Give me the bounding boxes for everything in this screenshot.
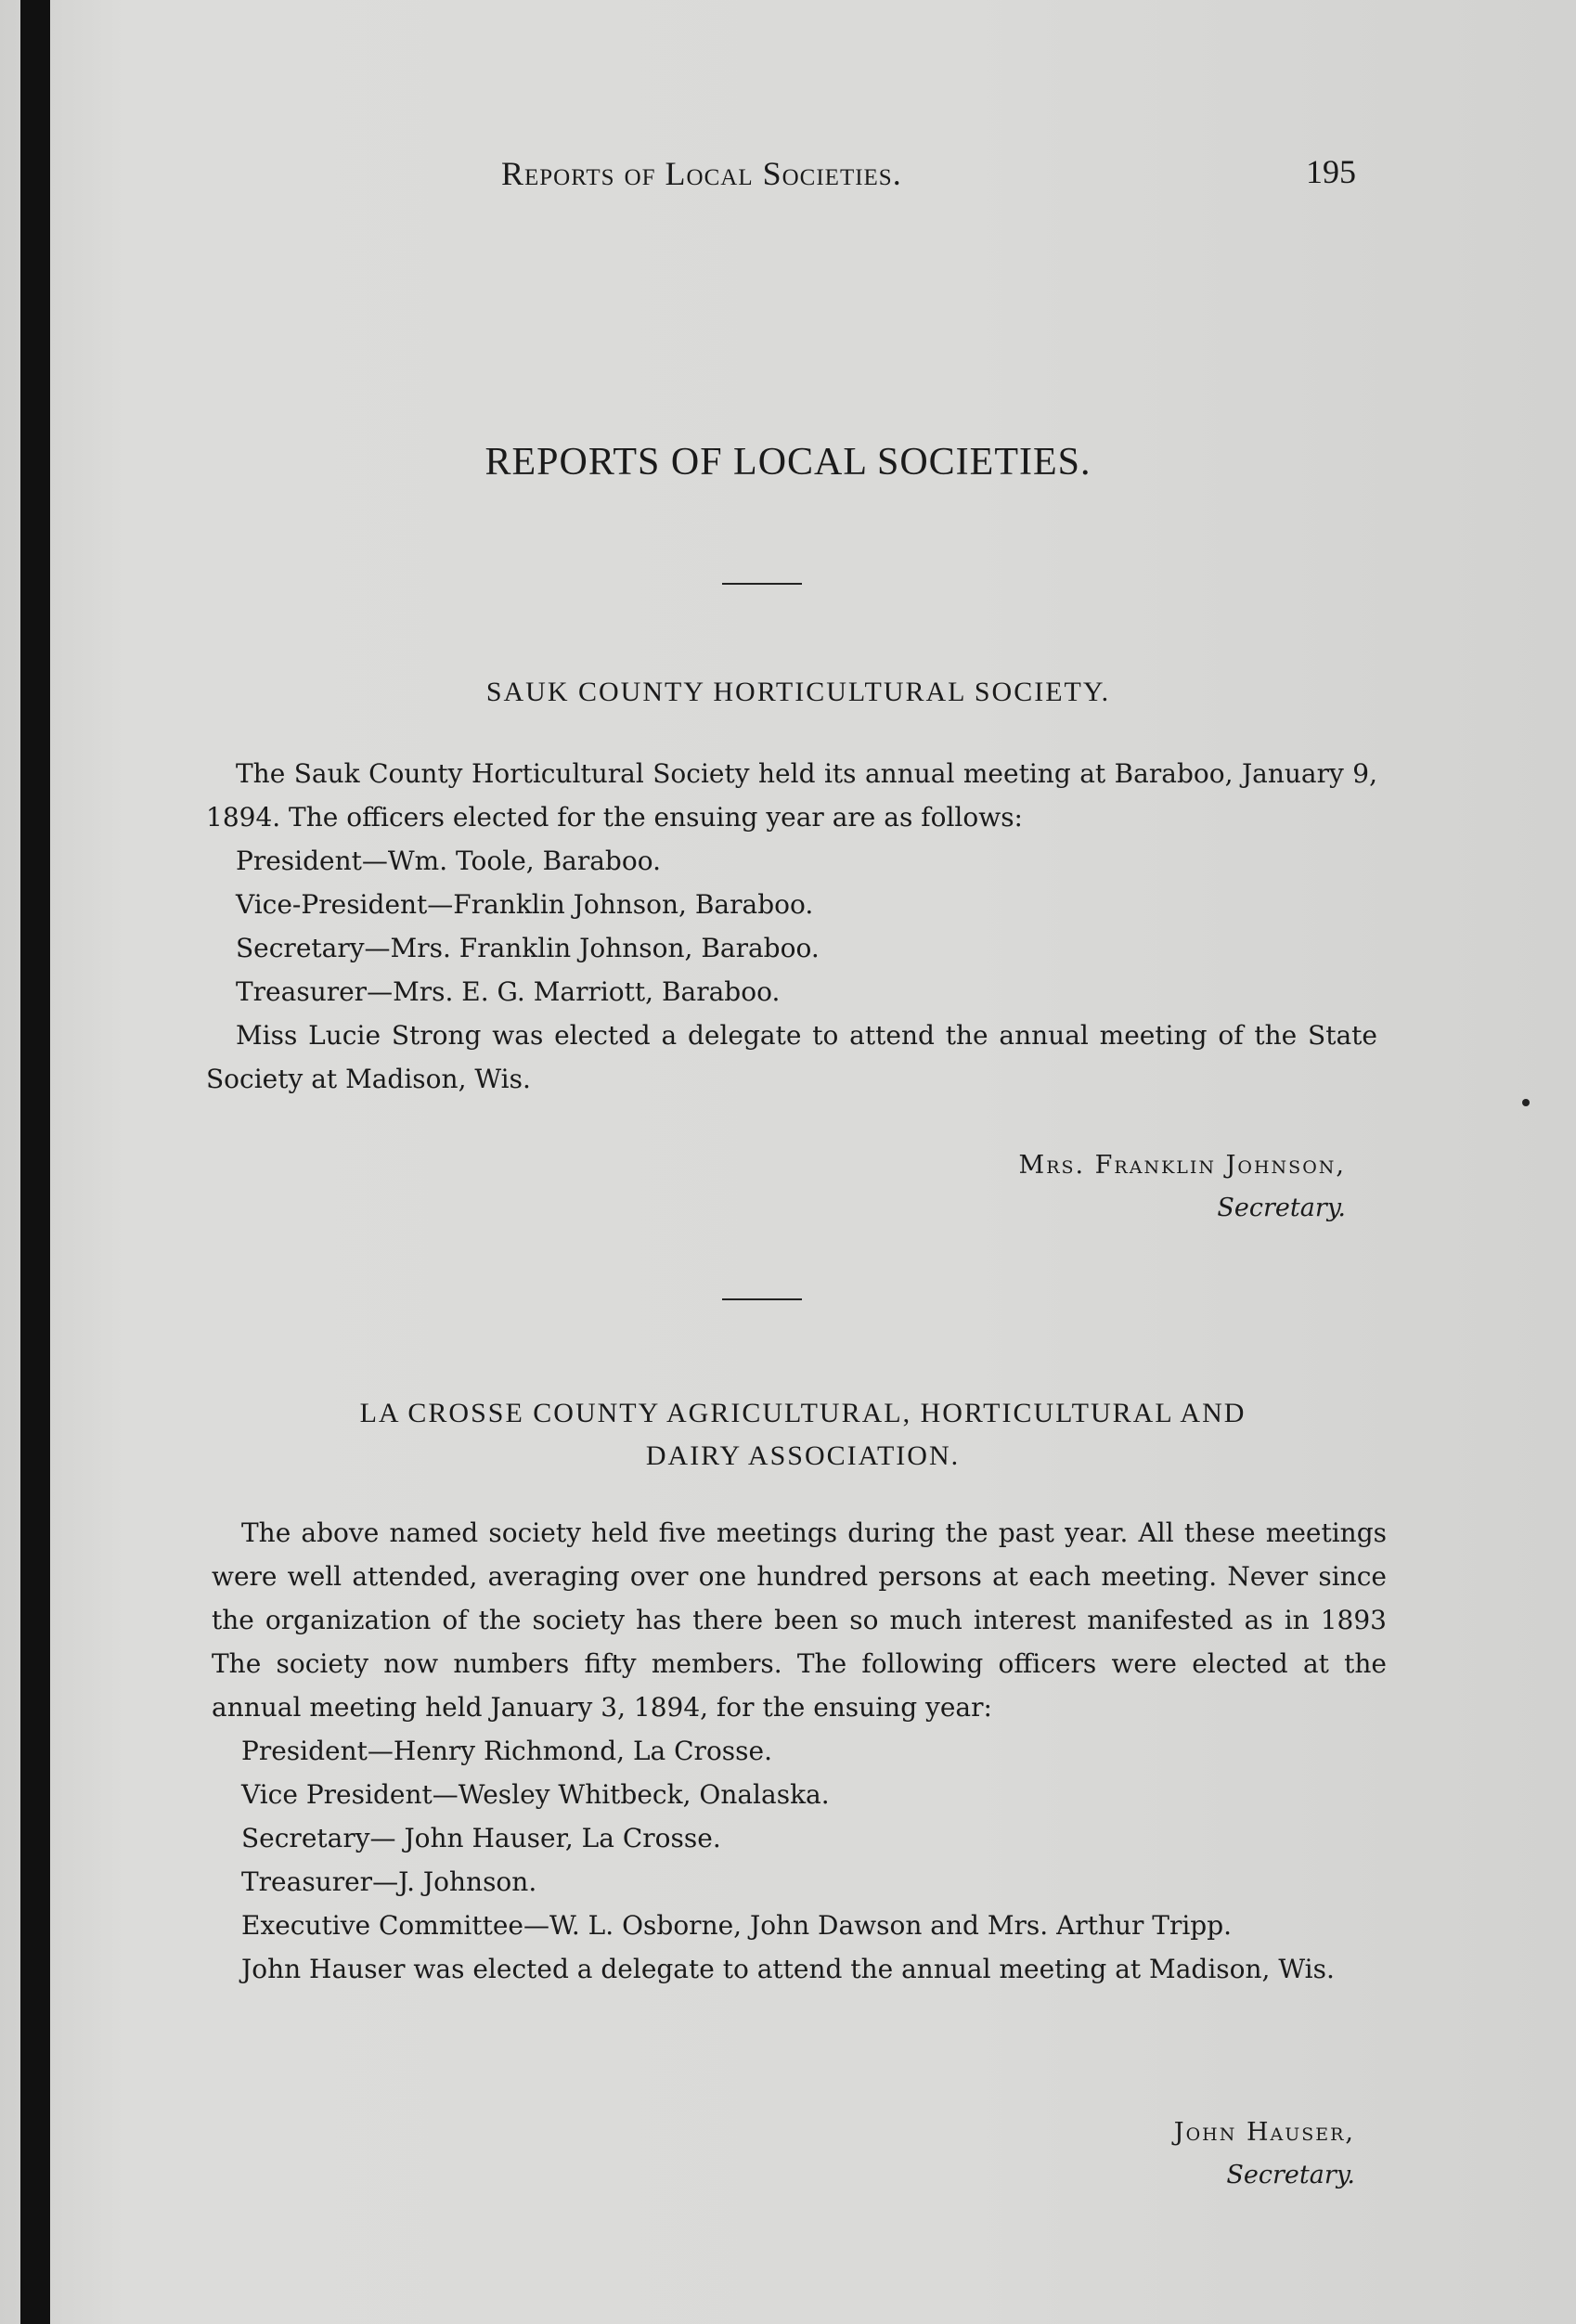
sauk-signature <box>789 1144 1346 1230</box>
sauk-officer-vice-president: Vice-President—Franklin Johnson, Baraboo. <box>236 889 814 920</box>
lacrosse-heading-line2: DAIRY ASSOCIATION. <box>645 1440 961 1471</box>
lacrosse-heading-line1: LA CROSSE COUNTY AGRICULTURAL, HORTICULTURAL AND <box>359 1398 1247 1428</box>
lacrosse-officer-treasurer: Treasurer—J. Johnson. <box>241 1866 537 1897</box>
sauk-society-heading: SAUK COUNTY HORTICULTURAL SOCIETY. <box>485 677 1111 707</box>
sauk-report-body <box>206 752 1377 1101</box>
section-title: REPORTS OF LOCAL SOCIETIES. <box>484 441 1092 484</box>
divider-rule <box>722 583 802 585</box>
lacrosse-closing-paragraph: John Hauser was elected a delegate to attend the annual meeting at Madison, Wis. <box>241 1954 1335 1984</box>
lacrosse-signature-name: John Hauser, <box>1173 2118 1355 2147</box>
lacrosse-society-heading <box>223 1392 1383 1478</box>
lacrosse-intro-paragraph: The above named society held five meetings during the past year. All these meetings were well attended, averaging over one hundred persons at each meeting. Never since the organization of the society has there been so much interest manifested as in 1893 The society now numbers fifty members. The following officers were elected at the annual meeting held January 3, 1894, for the ensuing year: <box>212 1517 1387 1723</box>
sauk-closing-paragraph: Miss Lucie Strong was elected a delegate to attend the annual meeting of the State Society at Madison, Wis. <box>206 1020 1377 1094</box>
lacrosse-signature <box>798 2111 1355 2197</box>
sauk-officer-treasurer: Treasurer—Mrs. E. G. Marriott, Baraboo. <box>236 976 781 1007</box>
lacrosse-officer-president: President—Henry Richmond, La Crosse. <box>241 1736 773 1766</box>
sauk-signature-title: Secretary. <box>1217 1194 1346 1222</box>
print-speck <box>1522 1099 1530 1106</box>
divider-rule <box>722 1298 802 1300</box>
sauk-officer-president: President—Wm. Toole, Baraboo. <box>236 846 661 876</box>
sauk-intro-paragraph: The Sauk County Horticultural Society held its annual meeting at Baraboo, January 9, 1894. The officers elected for the ensuing year are as follows: <box>206 758 1377 833</box>
lacrosse-officer-secretary: Secretary— John Hauser, La Crosse. <box>241 1823 721 1853</box>
page-number: 195 <box>1306 153 1356 190</box>
book-spine-shadow <box>20 0 50 2324</box>
sauk-signature-name: Mrs. Franklin Johnson, <box>1018 1151 1346 1180</box>
lacrosse-signature-title: Secretary. <box>1226 2161 1355 2189</box>
lacrosse-officer-vice-president: Vice President—Wesley Whitbeck, Onalaska. <box>241 1779 830 1810</box>
running-header: Reports of Local Societies. <box>501 155 902 192</box>
lacrosse-report-body <box>212 1511 1387 1991</box>
sauk-officer-secretary: Secretary—Mrs. Franklin Johnson, Baraboo. <box>236 933 820 963</box>
lacrosse-committee-paragraph: Executive Committee—W. L. Osborne, John Dawson and Mrs. Arthur Tripp. <box>241 1910 1233 1941</box>
